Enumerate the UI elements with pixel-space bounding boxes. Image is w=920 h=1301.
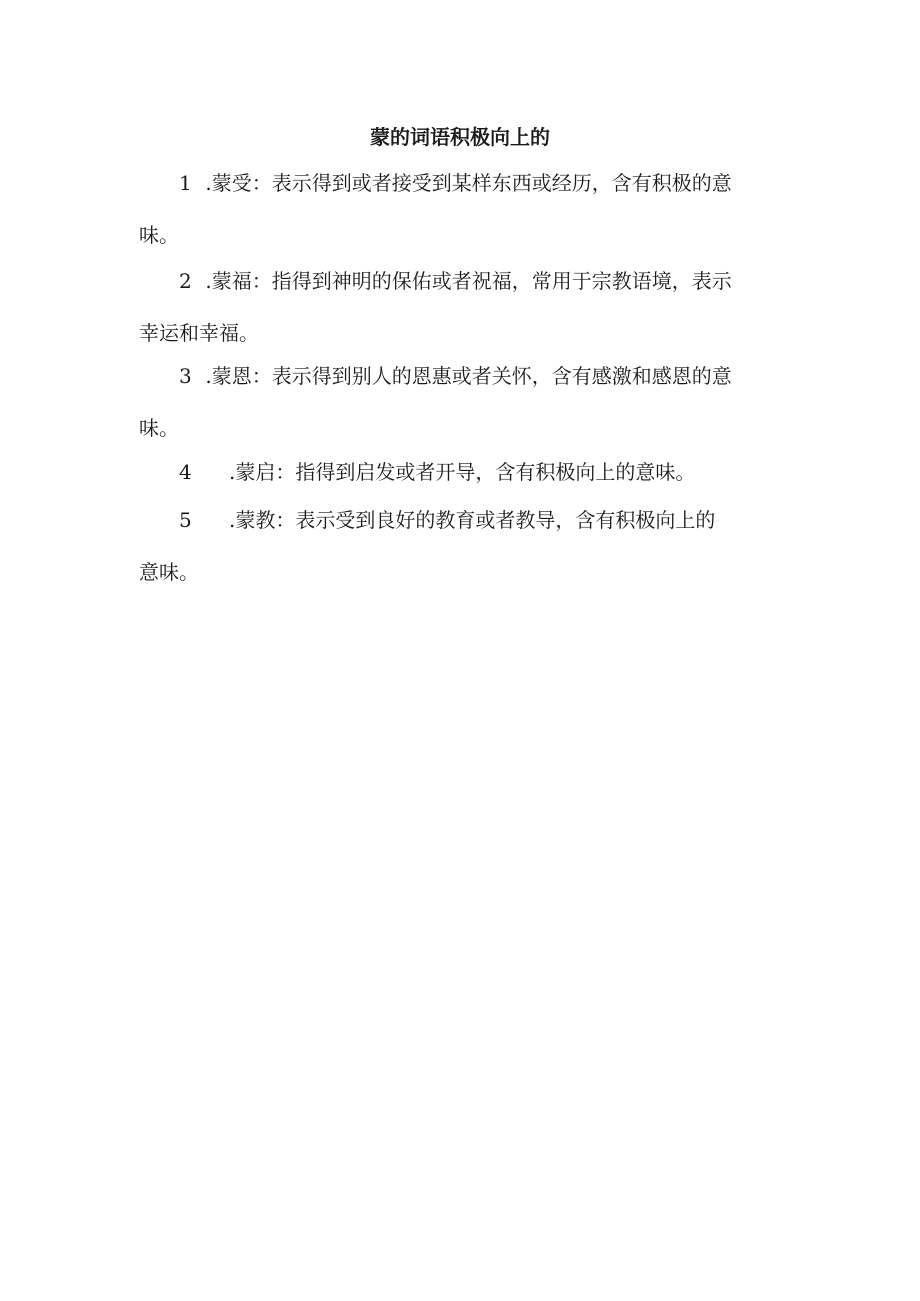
list-item-line — [139, 494, 789, 546]
list-item-5 — [139, 494, 789, 598]
list-item-line — [139, 350, 789, 402]
list-item-text: .蒙启：指得到启发或者开导，含有积极向上的意味。 — [229, 460, 696, 484]
list-item-continuation: 味。 — [139, 416, 179, 440]
list-item-text: .蒙福：指得到神明的保佑或者祝福，常用于宗教语境，表示 — [205, 269, 732, 293]
list-item-2 — [139, 255, 789, 359]
document-title: 蒙的词语积极向上的 — [370, 125, 550, 149]
list-item-number: 5 — [179, 508, 192, 532]
list-item-line — [139, 157, 789, 209]
list-item-number: 1 — [179, 171, 192, 195]
list-item-3 — [139, 350, 789, 454]
list-item-line — [139, 255, 789, 307]
list-item-number: 4 — [179, 460, 192, 484]
list-item-continuation: 意味。 — [139, 560, 199, 584]
list-item-text: .蒙受：表示得到或者接受到某样东西或经历，含有积极的意 — [205, 171, 732, 195]
list-item-text: .蒙恩：表示得到别人的恩惠或者关怀，含有感激和感恩的意 — [205, 364, 732, 388]
list-item-continuation: 幸运和幸福。 — [139, 321, 259, 345]
list-item-line — [139, 446, 789, 498]
list-item-continuation: 味。 — [139, 223, 179, 247]
list-item-number: 3 — [179, 364, 192, 388]
list-item-number: 2 — [179, 269, 192, 293]
list-item-text: .蒙教：表示受到良好的教育或者教导，含有积极向上的 — [229, 508, 716, 532]
list-item-1 — [139, 157, 789, 261]
list-item-4 — [139, 446, 789, 498]
